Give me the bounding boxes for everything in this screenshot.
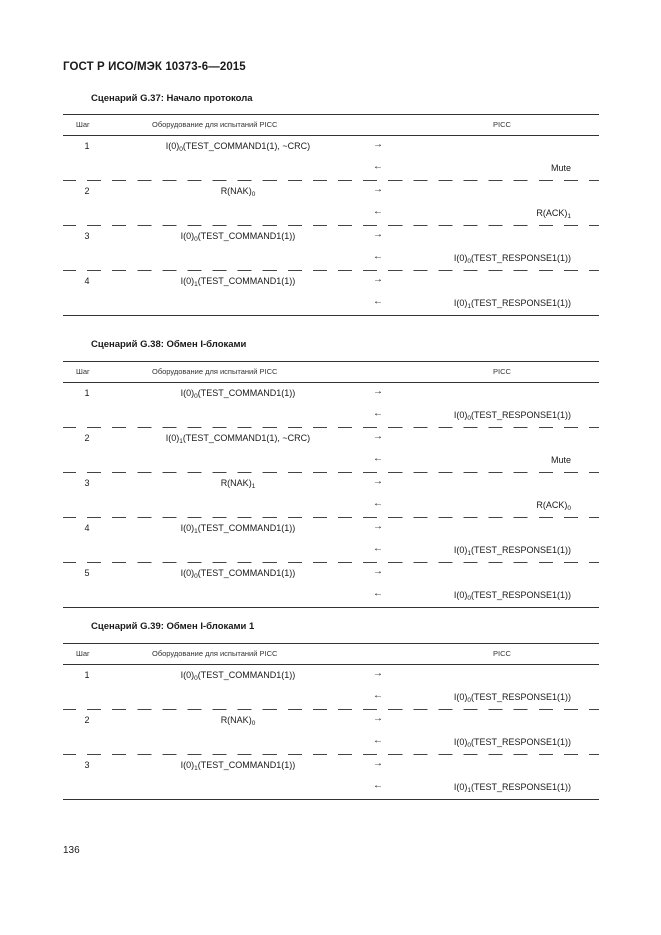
response-text: I(0): [453, 692, 468, 702]
command-line: [63, 136, 599, 158]
command-text: I(0): [180, 231, 195, 241]
command-args: (TEST_COMMAND1(1)): [197, 388, 296, 398]
command-text: I(0): [180, 568, 195, 578]
table-row: [63, 427, 599, 472]
header-step: Шаг: [76, 120, 90, 129]
command-subscript: 0: [194, 236, 198, 243]
table-row: [63, 709, 599, 754]
equipment-command: [108, 568, 368, 578]
equipment-command: [108, 388, 368, 398]
equipment-command: [108, 276, 368, 286]
command-subscript: 0: [251, 720, 256, 727]
command-subscript: 1: [194, 281, 198, 288]
step-number: 1: [84, 388, 90, 398]
command-args: (TEST_COMMAND1(1)): [197, 231, 296, 241]
picc-response: [454, 590, 571, 600]
equipment-command: [108, 186, 368, 196]
response-subscript: 0: [467, 415, 471, 422]
command-line: [63, 710, 599, 732]
response-subscript: 0: [467, 258, 471, 265]
arrow-left-icon: ←: [373, 161, 383, 172]
arrow-left-icon: ←: [373, 735, 383, 746]
command-subscript: 1: [194, 528, 198, 535]
step-number: 2: [84, 433, 90, 443]
command-line: [63, 226, 599, 248]
response-subscript: 1: [467, 550, 471, 557]
header-equipment: Оборудование для испытаний PICC: [152, 120, 278, 129]
arrow-right-icon: →: [373, 566, 383, 577]
document-title: ГОСТ Р ИСО/МЭК 10373-6—2015: [63, 61, 246, 73]
picc-response: [536, 208, 571, 218]
table-row: [63, 136, 599, 180]
scenario-table: [63, 361, 599, 608]
command-text: I(0): [165, 433, 180, 443]
step-number: 4: [84, 523, 90, 533]
arrow-right-icon: →: [373, 476, 383, 487]
step-number: 4: [84, 276, 90, 286]
picc-response: [454, 410, 571, 420]
header-picc: PICC: [493, 367, 511, 376]
arrow-left-icon: ←: [373, 453, 383, 464]
arrow-right-icon: →: [373, 668, 383, 679]
page-number: 136: [63, 845, 80, 856]
table-row: [63, 180, 599, 225]
scenario-caption: Сценарий G.38: Обмен I-блоками: [91, 339, 247, 350]
step-number: 3: [84, 478, 90, 488]
picc-response: [454, 782, 571, 792]
response-args: (TEST_RESPONSE1(1)): [470, 590, 571, 600]
response-text: Mute: [550, 163, 571, 173]
command-text: I(0): [165, 141, 180, 151]
command-line: [63, 473, 599, 495]
table-header: [63, 644, 599, 665]
table-row: [63, 562, 599, 607]
command-args: (TEST_COMMAND1(1), ~CRC): [182, 433, 311, 443]
command-subscript: 0: [194, 573, 198, 580]
command-args: (TEST_COMMAND1(1)): [197, 670, 296, 680]
arrow-right-icon: →: [373, 713, 383, 724]
response-text: I(0): [453, 253, 468, 263]
response-line: [63, 585, 599, 607]
arrow-right-icon: →: [373, 274, 383, 285]
response-line: [63, 777, 599, 799]
response-args: (TEST_RESPONSE1(1)): [470, 410, 571, 420]
command-subscript: 0: [179, 146, 183, 153]
command-args: (TEST_COMMAND1(1)): [197, 276, 296, 286]
equipment-command: [108, 523, 368, 533]
command-text: R(NAK): [220, 715, 252, 725]
response-text: I(0): [453, 545, 468, 555]
picc-response: [551, 455, 571, 465]
equipment-command: [108, 231, 368, 241]
arrow-left-icon: ←: [373, 780, 383, 791]
command-line: [63, 428, 599, 450]
arrow-left-icon: ←: [373, 206, 383, 217]
header-step: Шаг: [76, 367, 90, 376]
arrow-right-icon: →: [373, 758, 383, 769]
scenario-table: [63, 643, 599, 800]
picc-response: [454, 692, 571, 702]
picc-response: [454, 737, 571, 747]
command-args: (TEST_COMMAND1(1)): [197, 760, 296, 770]
equipment-command: [108, 141, 368, 151]
response-line: [63, 203, 599, 225]
header-picc: PICC: [493, 120, 511, 129]
response-line: [63, 248, 599, 270]
table-row: [63, 472, 599, 517]
command-text: I(0): [180, 670, 195, 680]
response-subscript: 0: [467, 697, 471, 704]
table-header: [63, 115, 599, 136]
header-equipment: Оборудование для испытаний PICC: [152, 367, 278, 376]
command-line: [63, 755, 599, 777]
command-line: [63, 518, 599, 540]
response-line: [63, 293, 599, 315]
response-args: (TEST_RESPONSE1(1)): [470, 253, 571, 263]
response-args: (TEST_RESPONSE1(1)): [470, 545, 571, 555]
response-text: I(0): [453, 410, 468, 420]
command-line: [63, 563, 599, 585]
arrow-right-icon: →: [373, 229, 383, 240]
response-text: I(0): [453, 737, 468, 747]
picc-response: [454, 545, 571, 555]
response-line: [63, 732, 599, 754]
arrow-left-icon: ←: [373, 296, 383, 307]
response-line: [63, 540, 599, 562]
scenario-table: [63, 114, 599, 316]
header-step: Шаг: [76, 649, 90, 658]
command-line: [63, 181, 599, 203]
response-subscript: 1: [467, 787, 471, 794]
step-number: 1: [84, 670, 90, 680]
response-text: Mute: [550, 455, 571, 465]
table-row: [63, 754, 599, 799]
equipment-command: [108, 760, 368, 770]
arrow-left-icon: ←: [373, 588, 383, 599]
arrow-right-icon: →: [373, 431, 383, 442]
response-subscript: 0: [467, 595, 471, 602]
command-text: I(0): [180, 388, 195, 398]
equipment-command: [108, 478, 368, 488]
command-args: (TEST_COMMAND1(1)): [197, 568, 296, 578]
response-text: I(0): [453, 782, 468, 792]
command-subscript: 0: [194, 675, 198, 682]
command-text: R(NAK): [220, 186, 252, 196]
command-subscript: 0: [194, 393, 198, 400]
picc-response: [551, 163, 571, 173]
arrow-left-icon: ←: [373, 251, 383, 262]
arrow-right-icon: →: [373, 184, 383, 195]
command-subscript: 1: [251, 483, 256, 490]
step-number: 1: [84, 141, 90, 151]
arrow-right-icon: →: [373, 139, 383, 150]
arrow-right-icon: →: [373, 521, 383, 532]
response-subscript: 0: [567, 505, 571, 512]
response-args: (TEST_RESPONSE1(1)): [470, 782, 571, 792]
table-row: [63, 270, 599, 315]
step-number: 2: [84, 715, 90, 725]
response-args: (TEST_RESPONSE1(1)): [470, 737, 571, 747]
picc-response: [536, 500, 571, 510]
command-args: (TEST_COMMAND1(1), ~CRC): [182, 141, 311, 151]
scenario-caption: Сценарий G.37: Начало протокола: [91, 93, 253, 104]
command-subscript: 1: [179, 438, 183, 445]
table-header: [63, 362, 599, 383]
header-equipment: Оборудование для испытаний PICC: [152, 649, 278, 658]
response-line: [63, 405, 599, 427]
response-subscript: 0: [467, 742, 471, 749]
response-text: I(0): [453, 298, 468, 308]
command-line: [63, 271, 599, 293]
response-line: [63, 450, 599, 472]
step-number: 3: [84, 760, 90, 770]
scenario-caption: Сценарий G.39: Обмен I-блоками 1: [91, 621, 255, 632]
equipment-command: [108, 433, 368, 443]
command-args: (TEST_COMMAND1(1)): [197, 523, 296, 533]
arrow-right-icon: →: [373, 386, 383, 397]
response-line: [63, 158, 599, 180]
step-number: 5: [84, 568, 90, 578]
arrow-left-icon: ←: [373, 543, 383, 554]
picc-response: [454, 253, 571, 263]
header-picc: PICC: [493, 649, 511, 658]
command-text: I(0): [180, 760, 195, 770]
response-subscript: 1: [567, 213, 571, 220]
response-text: R(ACK): [536, 208, 568, 218]
arrow-left-icon: ←: [373, 498, 383, 509]
command-subscript: 1: [194, 765, 198, 772]
response-text: I(0): [453, 590, 468, 600]
table-row: [63, 517, 599, 562]
command-text: I(0): [180, 276, 195, 286]
picc-response: [454, 298, 571, 308]
equipment-command: [108, 715, 368, 725]
command-line: [63, 665, 599, 687]
table-row: [63, 225, 599, 270]
step-number: 2: [84, 186, 90, 196]
step-number: 3: [84, 231, 90, 241]
response-text: R(ACK): [536, 500, 568, 510]
response-args: (TEST_RESPONSE1(1)): [470, 298, 571, 308]
command-subscript: 0: [251, 191, 256, 198]
command-text: I(0): [180, 523, 195, 533]
response-subscript: 1: [467, 303, 471, 310]
command-line: [63, 383, 599, 405]
table-row: [63, 665, 599, 709]
arrow-left-icon: ←: [373, 690, 383, 701]
equipment-command: [108, 670, 368, 680]
command-text: R(NAK): [220, 478, 252, 488]
response-line: [63, 687, 599, 709]
arrow-left-icon: ←: [373, 408, 383, 419]
table-row: [63, 383, 599, 427]
response-line: [63, 495, 599, 517]
response-args: (TEST_RESPONSE1(1)): [470, 692, 571, 702]
